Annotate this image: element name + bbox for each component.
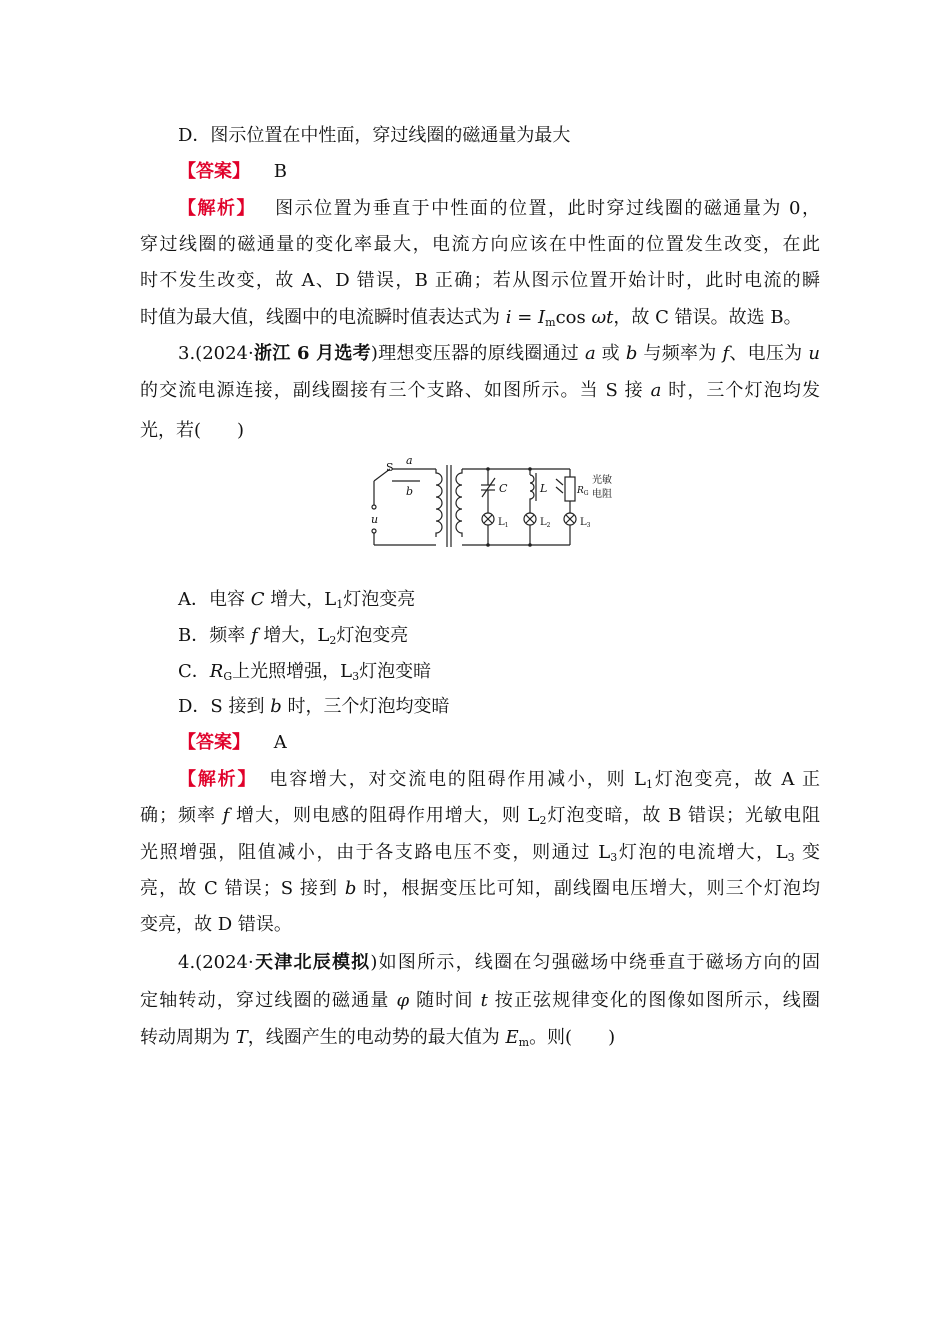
label-l1-sub: 1 <box>504 522 509 529</box>
text: B．频率 <box>178 625 251 646</box>
q3-source: 浙江 6 月选考 <box>253 343 371 364</box>
subscript: 2 <box>539 814 547 827</box>
analysis-line-3: 时不发生改变，故 A、D 错误，B 正确；若从图示位置开始计时，此时电流的瞬 <box>140 270 820 291</box>
q4-stem-line-2 <box>140 988 820 1014</box>
q4-stem-line-1 <box>178 950 820 976</box>
q3-analysis-line-5: 变亮，故 D 错误。 <box>140 914 292 935</box>
text: 的交流电源连接，副线圈接有三个支路、如图所示。当 S 接 <box>140 380 651 401</box>
label-c: C <box>499 482 508 495</box>
q3-option-a <box>178 587 858 613</box>
subscript: 3 <box>610 851 618 864</box>
terminal-bottom <box>372 529 376 533</box>
var-T: T <box>235 1027 248 1048</box>
text: 亮，故 C 错误；S 接到 <box>140 878 345 899</box>
text: 增大，则电感的阻碍作用增大，则 L <box>229 805 540 826</box>
var-c: C <box>250 589 265 610</box>
label-b: b <box>406 485 414 498</box>
label-l1-main: L <box>498 517 505 528</box>
secondary-coil <box>456 469 462 537</box>
q3-analysis-line-2 <box>140 803 820 829</box>
label-l3-sub: 3 <box>586 522 591 529</box>
text: 灯泡变亮 <box>336 625 409 646</box>
text: 增大，L <box>264 589 337 610</box>
text: ，线圈产生的电动势的最大值为 <box>247 1027 506 1048</box>
var-f: f <box>222 805 230 826</box>
answer-value: B <box>273 161 287 182</box>
analysis-line-2: 穿过线圈的磁通量的变化率最大，电流方向应该在中性面的位置发生改变，在此 <box>140 234 820 255</box>
text: 时值为最大值，线圈中的电流瞬时值表达式为 <box>140 307 506 328</box>
var-t: t <box>480 990 488 1011</box>
text: 定轴转动，穿过线圈的磁通量 <box>140 990 397 1011</box>
subscript: m <box>518 1036 530 1049</box>
text: 灯泡变暗，故 B 错误；光敏电阻 <box>546 805 820 826</box>
analysis-text: 图示位置为垂直于中性面的位置，此时穿过线圈的磁通量为 0， <box>275 198 820 219</box>
terminal-top <box>372 505 376 509</box>
node <box>528 543 532 547</box>
var-f: f <box>722 343 730 364</box>
text: A．电容 <box>178 589 251 610</box>
var-a: a <box>650 380 662 401</box>
q3-option-b <box>178 623 858 649</box>
var-f: f <box>250 625 258 646</box>
var-E: E <box>505 1027 519 1048</box>
var-i: i <box>505 307 512 328</box>
label-photo-2: 电阻 <box>592 489 612 500</box>
text: )理想变压器的原线圈通过 <box>370 343 585 364</box>
q3-number: 3.(2024· <box>178 343 254 364</box>
analysis-line-1 <box>178 196 820 222</box>
text: 电容增大，对交流电的阻碍作用减小，则 L <box>269 769 646 790</box>
text: C． <box>178 661 210 682</box>
subscript: 3 <box>787 851 795 864</box>
text: 。则( ) <box>529 1027 616 1048</box>
text: 随时间 <box>409 990 481 1011</box>
text: 时，三个灯泡均发 <box>661 380 820 401</box>
answer-tag: 【答案】 <box>178 732 250 753</box>
text: ，故 C 错误。故选 B。 <box>613 307 802 328</box>
label-photo-1: 光敏 <box>592 475 612 486</box>
label-l3 <box>580 517 591 529</box>
label-l2-sub: 2 <box>546 522 551 529</box>
label-l2-main: L <box>540 517 547 528</box>
label-r-sub: G <box>583 490 589 497</box>
label-r: R <box>577 486 584 496</box>
label-l: L <box>540 482 548 495</box>
text: 转动周期为 <box>140 1027 236 1048</box>
text: 灯泡变亮，故 A 正 <box>652 769 820 790</box>
answer-value: A <box>273 732 287 753</box>
text: )如图所示，线圈在匀强磁场中绕垂直于磁场方向的固 <box>370 952 820 973</box>
analysis-tag: 【解析】 <box>178 198 256 219</box>
transformer-circuit-figure <box>360 455 620 555</box>
q3-answer-line <box>178 730 858 756</box>
primary-coil <box>436 469 442 537</box>
q3-analysis-line-4 <box>140 876 820 902</box>
inductor <box>530 475 534 513</box>
text: 上光照增强，L <box>232 661 353 682</box>
answer-tag: 【答案】 <box>178 161 250 182</box>
analysis-tag: 【解析】 <box>178 769 258 790</box>
subscript: 3 <box>352 670 360 683</box>
text: 确；频率 <box>140 805 223 826</box>
var-b: b <box>270 696 282 717</box>
text: 按正弦规律变化的图像如图所示，线圈 <box>487 990 820 1011</box>
text: 灯泡变暗 <box>359 661 432 682</box>
label-l1 <box>498 517 508 529</box>
q3-analysis-line-1 <box>178 767 820 793</box>
text: 光照增强，阻值减小，由于各支路电压不变，则通过 L <box>140 842 611 863</box>
var-b: b <box>625 343 638 364</box>
text: 时，三个灯泡均变暗 <box>281 696 450 717</box>
label-s: S <box>386 461 394 474</box>
label-u: u <box>371 513 379 526</box>
text: 、电压为 <box>729 343 809 364</box>
var-I: I <box>538 307 546 328</box>
text: cos <box>555 307 592 328</box>
subscript: 2 <box>329 634 337 647</box>
text: 时，根据变压比可知，副线圈电压增大，则三个灯泡均 <box>356 878 820 899</box>
q4-stem-line-3 <box>140 1025 820 1051</box>
text: D．S 接到 <box>178 696 271 717</box>
option-d: D．图示位置在中性面，穿过线圈的磁通量为最大 <box>178 125 571 146</box>
q3-analysis-line-3 <box>140 840 820 866</box>
q3-stem-line-2 <box>140 378 820 404</box>
text: 与频率为 <box>637 343 723 364</box>
var-phi: φ <box>396 990 410 1011</box>
q4-source: 天津北辰模拟 <box>253 952 371 973</box>
var-u: u <box>808 343 820 364</box>
var-a: a <box>584 343 596 364</box>
analysis-line-4 <box>140 305 820 331</box>
q3-stem-line-1 <box>178 341 820 367</box>
subscript: m <box>545 316 556 329</box>
node <box>486 467 490 471</box>
var-r: R <box>209 661 224 682</box>
text: 灯泡的电流增大，L <box>617 842 788 863</box>
light-arrow-1 <box>556 479 563 485</box>
label-l2 <box>540 517 551 529</box>
subscript: 1 <box>645 778 653 791</box>
q3-stem-line-3: 光，若( ) <box>140 420 245 441</box>
q3-option-c <box>178 659 858 685</box>
text: 增大，L <box>257 625 330 646</box>
photoresistor <box>565 477 575 501</box>
text: 灯泡变亮 <box>343 589 416 610</box>
subscript: 1 <box>336 598 344 611</box>
text: 变 <box>794 842 820 863</box>
var-b: b <box>344 878 357 899</box>
text: = <box>511 307 539 328</box>
var-omega-t: ωt <box>591 307 614 328</box>
label-l3-main: L <box>580 517 587 528</box>
light-arrow-2 <box>556 487 563 493</box>
answer-line <box>178 159 858 185</box>
q4-number: 4.(2024· <box>178 952 254 973</box>
text: 或 <box>595 343 626 364</box>
node <box>528 467 532 471</box>
node <box>486 543 490 547</box>
label-a: a <box>406 455 413 467</box>
q3-option-d <box>178 694 858 720</box>
subscript: G <box>223 670 233 683</box>
label-rg <box>576 486 589 497</box>
